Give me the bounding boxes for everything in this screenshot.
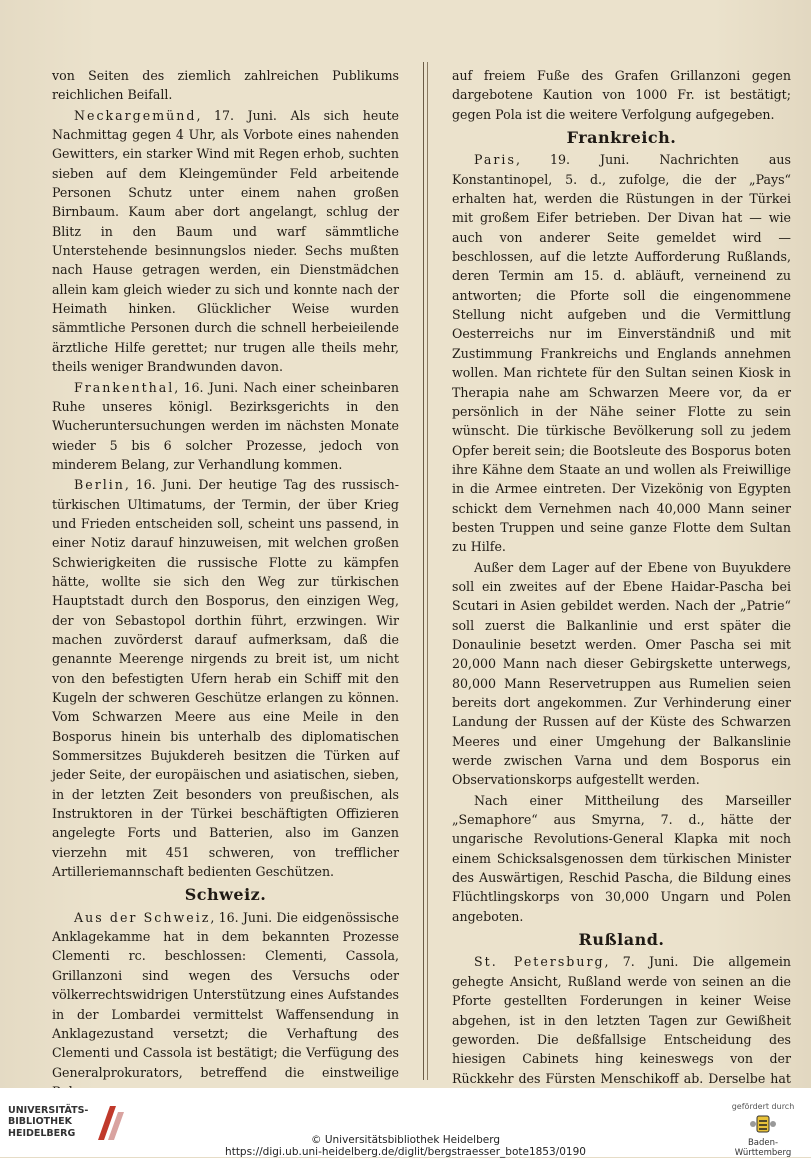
permalink-url[interactable]: https://digi.ub.uni-heidelberg.de/diglit/bergstraesser_bote1853/0190 <box>225 1146 586 1158</box>
article-text: Außer dem Lager auf der Ebene von Buyukdere soll ein zweites auf der Ebene Haidar-Pascha bei Scutari in Asien gebildet werden. Nach der „Patrie“ soll zuerst die Balkanlinie und erst später die Donaulinie besetzt werden. Omer Pascha sei mit 20,000 Mann nach dieser Gebirgskette unterwegs, 80,000 Mann Reservetruppen aus Rumelien seien bereits dort angekommen. Zur Verhinderung einer Landung der Russen auf der Küste des Schwarzen Meeres und einer Umgehung der Balkanslinie werde zwischen Varna und dem Bosporus ein Observationskorps aufgestellt werden. <box>452 559 791 788</box>
right-column <box>452 66 791 1086</box>
footer-bar <box>0 1088 811 1157</box>
section-heading-frankreich: Frankreich. <box>566 128 677 148</box>
article-petersburg <box>452 952 791 1107</box>
dateline-place: St. Petersburg <box>474 954 605 970</box>
article-text: , 7. Juni. Die allgemein gehegte Ansicht, Rußland werde von seinen an die Pforte gestellten Forderungen in keiner Weise abgehen, ist in den letzten Tagen zur Gewißheit geworden. Die deßfallsige Entscheidung des hiesigen Cabinets hing keineswegs von der Rückkehr des Fürsten Menschikoff ab. Derselbe hat <box>452 954 791 1086</box>
sponsor-block[interactable] <box>723 1102 803 1158</box>
column-divider-inner <box>427 62 428 1080</box>
sponsor-label: gefördert durch <box>731 1102 795 1111</box>
article-text: , 16. Juni. Der heutige Tag des russisch-türkischen Ultimatums, der Termin, der über Krieg und Frieden entscheiden soll, scheint uns passend, in einer Notiz darauf hinzuweisen, mit welchen großen Schwierigkeiten die russische Flotte zu kämpfen hätte, wollte sie sich den Weg zur türkischen Hauptstadt durch den Bosporus, den einzigen Weg, der von Sebastopol dorthin führt, erzwingen. Wir machen zuvörderst darauf aufmerksam, daß die genannte Meerenge nirgends zu breit ist, um nicht von den befestigten Ufern herab ein Schiff mit den Kugeln der schweren Geschütze erlangen zu können. Vom Schwarzen Meere aus eine Meile in den Bosporus hinein bis unterhalb des diplomatischen Sommersitzes Bujukdereh besitzen die Türken auf jeder Seite, der europäischen und asiatischen, sieben, in der letzten Zeit besonders von preußischen, als Instruktoren in der Türkei beschäftigten Offizieren angelegte Forts und Batterien, also im Ganzen vierzehn mit 451 schweren, von trefflicher Artilleriemannschaft bedienten Geschützen. <box>52 477 399 880</box>
article-neckargemuend <box>52 106 399 377</box>
dateline-place: Frankenthal <box>74 379 175 395</box>
dateline-place: Neckargemünd <box>74 107 197 123</box>
article-berlin <box>52 475 399 881</box>
article-frankenthal <box>52 378 399 475</box>
article-text: Nach einer Mittheilung des Marseiller „Semaphore“ aus Smyrna, 7. d., hätte der ungarische Revolutions-General Klapka mit noch einem Schicksalsgenossen dem türkischen Minister des Auswärtigen, Reschid Pascha, die Bildung eines Flüchtlingskorps von 30,000 Ungarn und Polen angeboten. <box>452 792 791 924</box>
article-text: auf freiem Fuße des Grafen Grillanzoni gegen dargebotene Kaution von 1000 Fr. ist bestätigt; gegen Pola ist die weitere Verfolgung aufgegeben. <box>452 68 791 122</box>
left-column <box>52 66 399 1080</box>
copyright-notice: © Universitätsbibliothek Heidelberg <box>310 1134 500 1146</box>
article-text: , 17. Juni. Als sich heute Nachmittag gegen 4 Uhr, als Vorbote eines nahenden Gewitters, ein starker Wind mit Regen erhob, suchten sieben auf dem Kleingemünder Feld arbeitende Personen Schutz unter einem nahen großen Birnbaum. Kaum aber dort angelangt, schlug der Blitz in den Baum und warf sämmtliche Unterstehende besinnungslos nieder. Sechs mußten nach Hause getragen werden, ein Dienstmädchen allein kam gleich wieder zu sich und konnte nach der Heimath hinken. Glücklicher Weise wurden sämmtliche Personen durch die schnell herbeieilende ärztliche Hilfe gerettet; nur trugen alle theils mehr, theils weniger Brandwunden davon. <box>52 107 399 375</box>
section-heading-schweiz: Schweiz. <box>184 885 267 905</box>
coat-of-arms-icon <box>748 1114 778 1136</box>
column-divider <box>423 62 424 1080</box>
dateline-place: Paris <box>474 152 516 168</box>
section-heading-russland: Rußland. <box>578 930 665 950</box>
article-text: von Seiten des ziemlich zahlreichen Publikums reichlichen Beifall. <box>52 68 399 103</box>
dateline-place: Aus der Schweiz <box>74 909 211 925</box>
article-text: , 19. Juni. Nachrichten aus Konstantinopel, 5. d., zufolge, die der „Pays“ erhalten hat, werden die Rüstungen in der Türkei mit großem Eifer betrieben. Der Divan hat — wie auch von anderer Seite gemeldet wird — beschlossen, auf die letzte Aufforderung Rußlands, deren Termin am 15. d. abläuft, verneinend zu antworten; die Pforte soll die eingenommene Stellung nicht aufgeben und die Vermittlung Oesterreichs nur im Einverständniß und mit Zustimmung Frankreichs und Englands annehmen wollen. Man richtete für den Sultan seinen Kiosk in Therapia nahe am Schwarzen Meere vor, da er persönlich in der Nähe seiner Flotte zu sein wünscht. Die türkische Bevölkerung soll zu jedem Opfer bereit sein; die Bootsleute des Bosporus boten ihre Kähne dem Staate an und wollen als Freiwillige in die Armee eintreten. Der Vizekönig von Egypten schickt dem Vernehmen nach 40,000 Mann seiner besten Truppen und seine ganze Flotte dem Sultan zu Hilfe. <box>452 152 791 555</box>
library-name: UNIVERSITÄTS- BIBLIOTHEK HEIDELBERG <box>8 1104 89 1139</box>
article-text: , 16. Juni. Die eidgenössische Anklagekamme hat in dem bekannten Prozesse Clementi rc. beschlossen: Clementi, Cassola, Grillanzoni sind wegen des Versuchs oder völkerrechtswidrigen Unterstützung eines Aufstandes in der Lombardei vermittelst Waffensendung in Anklagezustand versetzt; die Verhaftung des Clementi und Cassola ist bestätigt; die Verfügung des Generalprokurators, betreffend die einstweilige <box>52 909 399 1080</box>
article-paris <box>452 150 791 556</box>
dateline-place: Berlin <box>74 477 125 493</box>
article-schweiz <box>52 908 399 1101</box>
article-text: , 16. Juni. Nach einer scheinbaren Ruhe unseres königl. Bezirksgerichts in den Wucheruntersuchungen werden im nächsten Monate wieder 5 bis 6 solcher Prozesse, jedoch von minderem Belang, zur Verhandlung kommen. <box>52 379 399 472</box>
sponsor-name: Baden-Württemberg <box>734 1138 792 1158</box>
